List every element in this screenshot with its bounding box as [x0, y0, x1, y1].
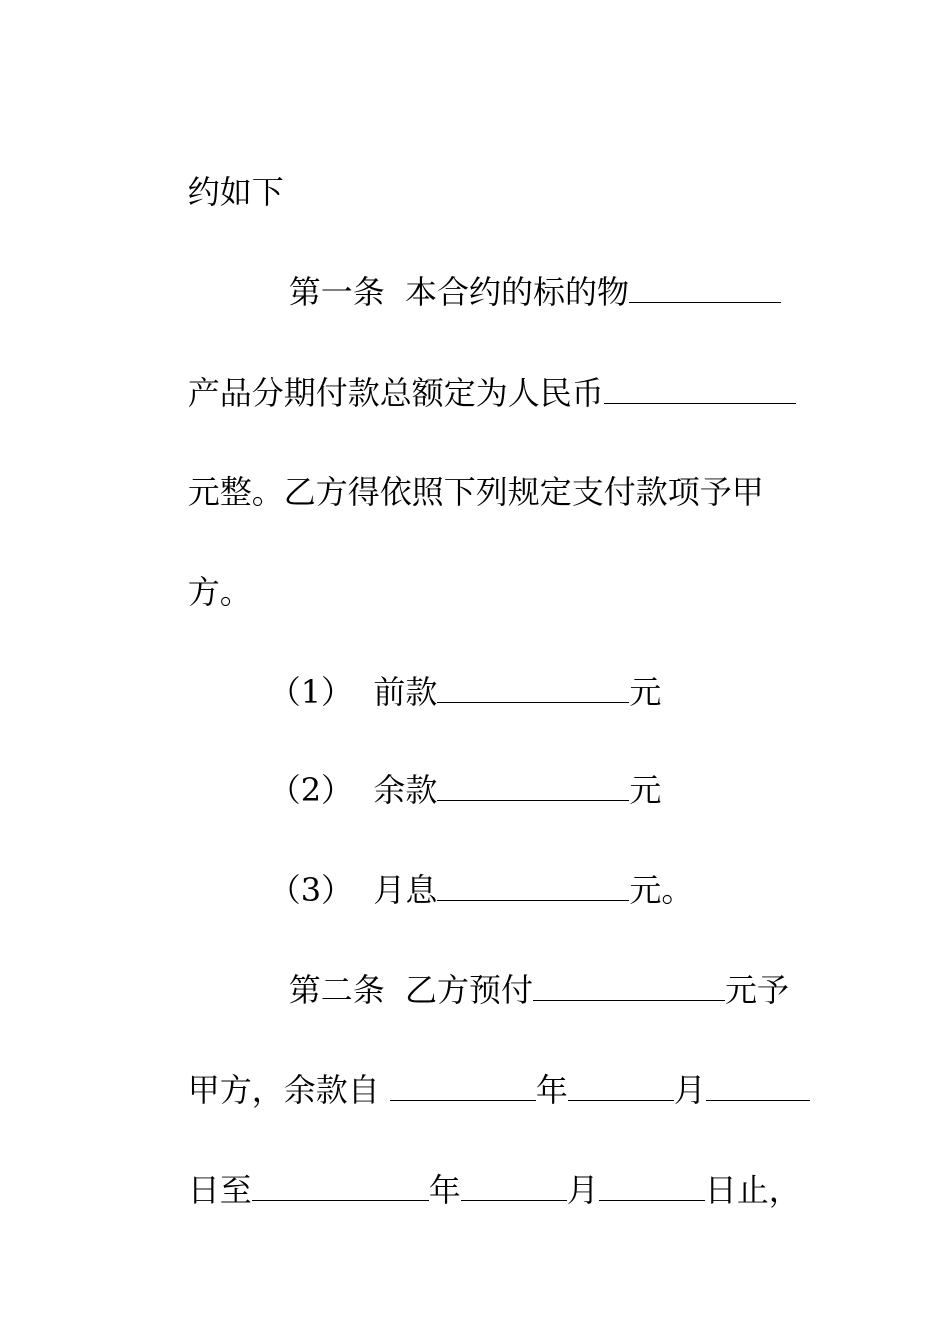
item-2-label: （2） 余款	[268, 771, 438, 809]
blank-end-month[interactable]	[461, 1170, 567, 1201]
text-fragment: 约如下	[187, 173, 284, 211]
balance-period-end-line	[147, 1130, 801, 1250]
article-1-title: 第一条 本合约的标的物	[288, 273, 630, 311]
period-end-text: 日至	[187, 1171, 252, 1209]
blank-start-year[interactable]	[390, 1070, 536, 1101]
article-2-unit: 元予	[725, 971, 790, 1009]
payment-rule-text: 元整。乙方得依照下列规定支付款项予甲	[187, 473, 764, 511]
blank-total-amount[interactable]	[604, 373, 796, 404]
blank-prepayment[interactable]	[533, 970, 725, 1001]
blank-start-month[interactable]	[568, 1070, 674, 1101]
article-2-title: 第二条 乙方预付	[288, 971, 534, 1009]
item-1-label: （1） 前款	[268, 673, 438, 711]
blank-end-day[interactable]	[599, 1170, 705, 1201]
month-label: 月	[673, 1071, 706, 1109]
blank-end-year[interactable]	[252, 1170, 429, 1201]
month-label: 月	[566, 1171, 599, 1209]
blank-subject[interactable]	[629, 272, 781, 303]
year-label: 年	[535, 1071, 568, 1109]
blank-start-day[interactable]	[706, 1070, 810, 1101]
period-end-tail: 日止，	[704, 1171, 801, 1209]
balance-period-text: 甲方，余款自	[187, 1071, 390, 1109]
item-3-unit: 元。	[629, 871, 694, 909]
total-amount-text: 产品分期付款总额定为人民币	[187, 374, 604, 412]
item-3-label: （3） 月息	[268, 871, 438, 909]
payment-rule-text-end: 方。	[187, 573, 252, 611]
blank-balance[interactable]	[437, 770, 629, 801]
item-1-unit: 元	[629, 673, 662, 711]
year-label: 年	[428, 1171, 461, 1209]
item-2-unit: 元	[629, 771, 662, 809]
blank-monthly-interest[interactable]	[437, 870, 629, 901]
blank-down-payment[interactable]	[437, 672, 629, 703]
